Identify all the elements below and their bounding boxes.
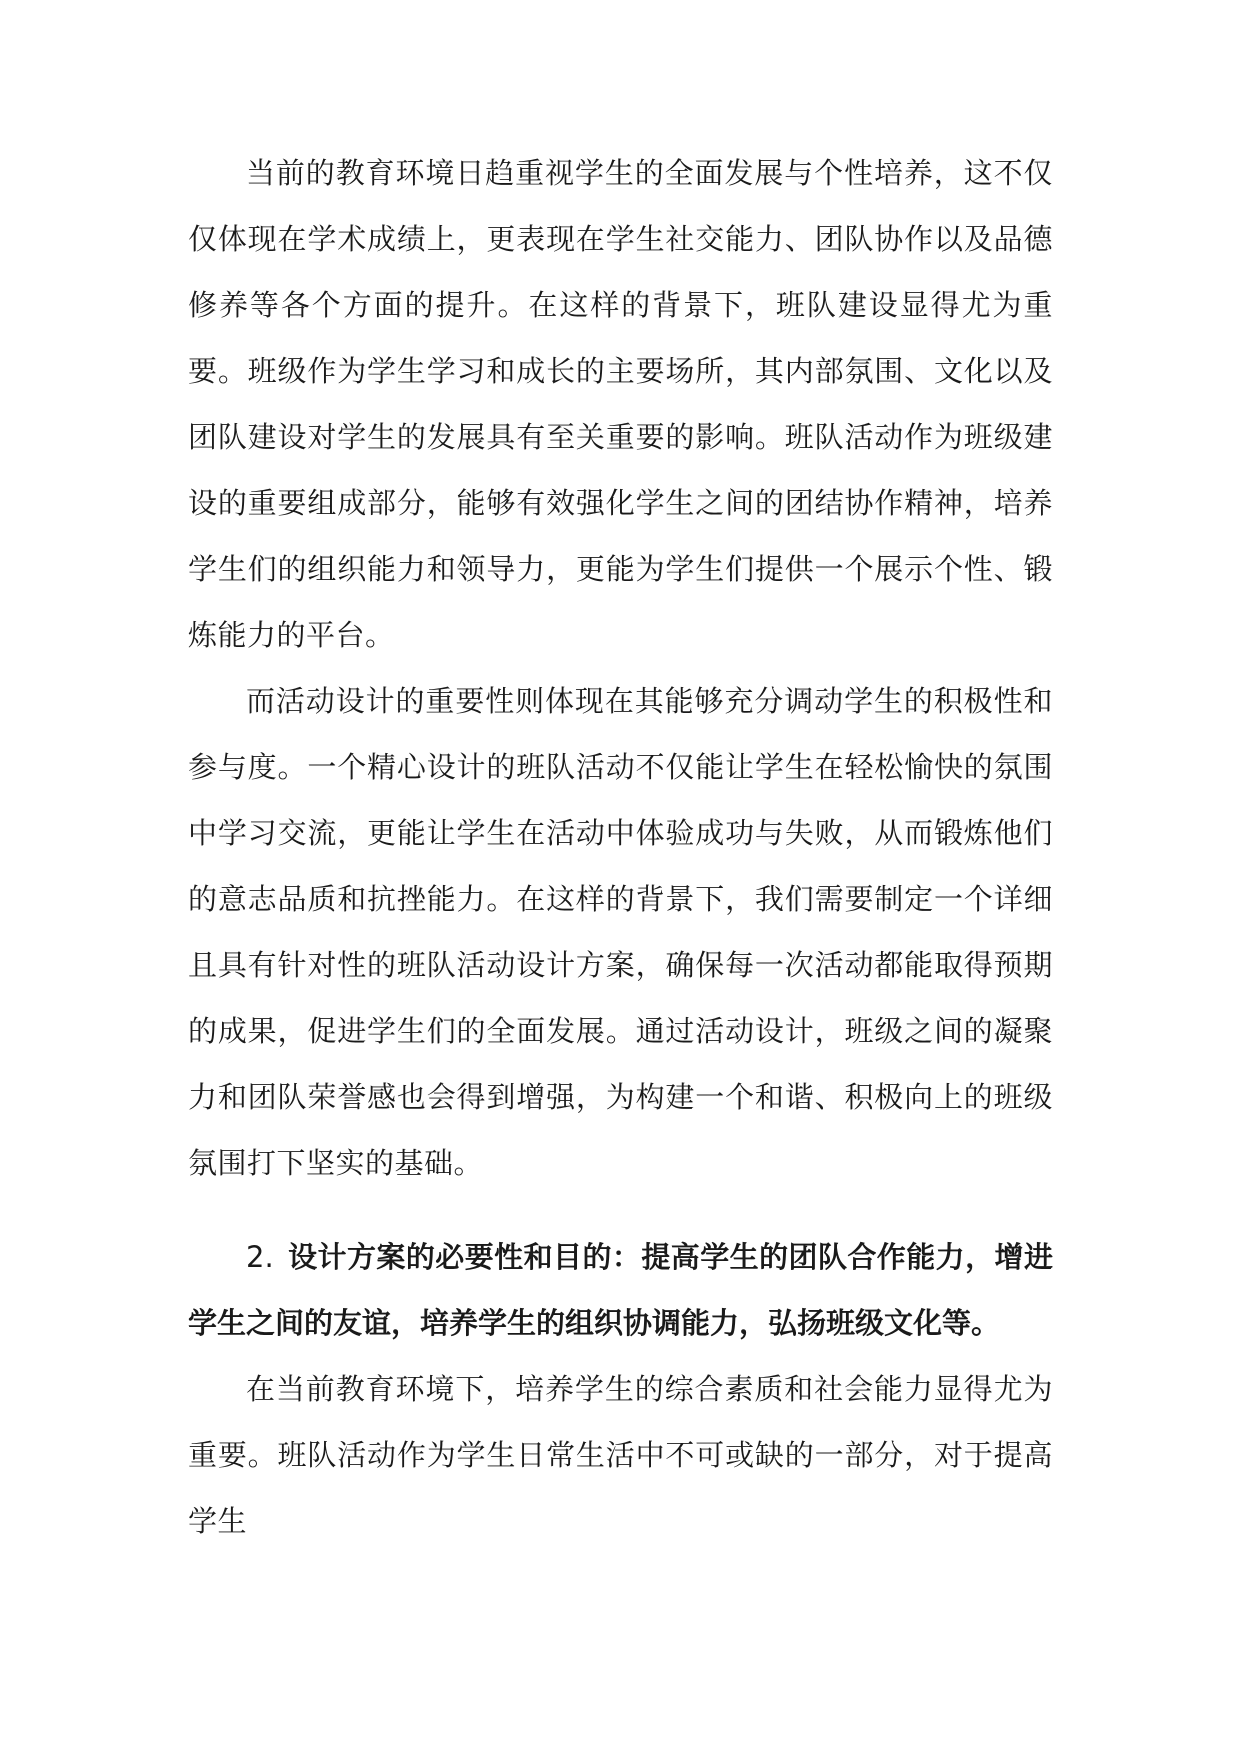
section-title: 设计方案的必要性和目的：提高学生的团队合作能力，增进学生之间的友谊，培养学生的组织协调能力，弘扬班级文化等。 [188, 1240, 1053, 1340]
section-number: 2. [246, 1240, 274, 1274]
body-paragraph-2: 而活动设计的重要性则体现在其能够充分调动学生的积极性和参与度。一个精心设计的班队活动不仅能让学生在轻松愉快的氛围中学习交流，更能让学生在活动中体验成功与失败，从而锻炼他们的意志品质和抗挫能力。在这样的背景下，我们需要制定一个详细且具有针对性的班队活动设计方案，确保每一次活动都能取得预期的成果，促进学生们的全面发展。通过活动设计，班级之间的凝聚力和团队荣誉感也会得到增强，为构建一个和谐、积极向上的班级氛围打下坚实的基础。 [188, 684, 1053, 1180]
section-heading [188, 1224, 1053, 1356]
body-paragraph-1: 当前的教育环境日趋重视学生的全面发展与个性培养，这不仅仅体现在学术成绩上，更表现在学生社交能力、团队协作以及品德修养等各个方面的提升。在这样的背景下，班队建设显得尤为重要。班级作为学生学习和成长的主要场所，其内部氛围、文化以及团队建设对学生的发展具有至关重要的影响。班队活动作为班级建设的重要组成部分，能够有效强化学生之间的团结协作精神，培养学生们的组织能力和领导力，更能为学生们提供一个展示个性、锻炼能力的平台。 [188, 156, 1053, 652]
document-page [188, 140, 1053, 1554]
body-paragraph-3: 在当前教育环境下，培养学生的综合素质和社会能力显得尤为重要。班队活动作为学生日常生活中不可或缺的一部分，对于提高学生 [188, 1372, 1053, 1538]
